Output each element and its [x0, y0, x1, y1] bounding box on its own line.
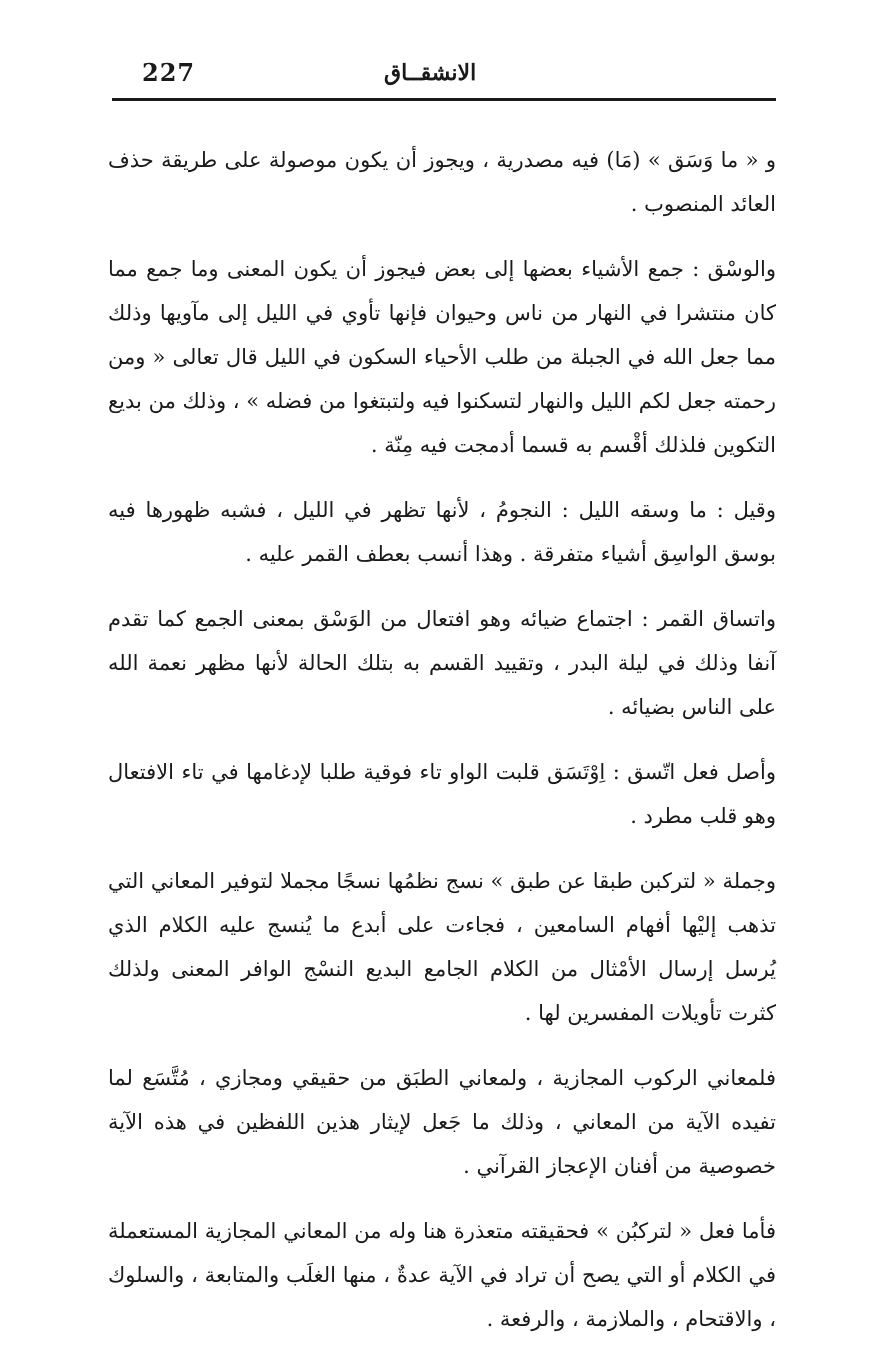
paragraph: والوسْق : جمع الأشياء بعضها إلى بعض فيجوز أن يكون المعنى وما جمع مما كان منتشرا في النهار من ناس وحيوان فإنها تأوي في الليل إلى مآويها وذلك مما جعل الله في الجبلة من طلب الأحياء السكون في الليل قال تعالى « ومن رحمته جعل لكم الليل والنهار لتسكنوا فيه ولتبتغوا من فضله » ، وذلك من بديع التكوين فلذلك أقْسم به قسما أدمجت فيه مِنّة . [108, 257, 777, 457]
paragraph: فلمعاني الركوب المجازية ، ولمعاني الطبَق من حقيقي ومجازي ، مُتَّسَع لما تفيده الآية من المعاني ، وذلك ما جَعل لإيثار هذين اللفظين في هذه الآية خصوصية من أفنان الإعجاز القرآني . [108, 1066, 776, 1178]
page-number: 227 [142, 58, 196, 87]
header-rule [112, 98, 776, 101]
paragraph: وأصل فعل اتّسق : اِوْتَسَق قلبت الواو تاء فوقية طلبا لإدغامها في تاء الافتعال وهو قلب مطرد . [108, 760, 776, 828]
paragraph: وقيل : ما وسقه الليل : النجومُ ، لأنها تظهر في الليل ، فشبه ظهورها فيه بوسق الواسِق أشياء متفرقة . وهذا أنسب بعطف القمر عليه . [108, 498, 776, 566]
body-text [108, 138, 776, 1362]
paragraph: فأما فعل « لتركبُن » فحقيقته متعذرة هنا وله من المعاني المجازية المستعملة في الكلام أو التي يصح أن تراد في الآية عدةٌ ، منها الغلَب والمتابعة ، والسلوك ، والاقتحام ، والملازمة ، والرفعة . [108, 1219, 777, 1331]
paragraph: واتساق القمر : اجتماع ضيائه وهو افتعال من الوَسْق بمعنى الجمع كما تقدم آنفا وذلك في ليلة البدر ، وتقييد القسم به بتلك الحالة لأنها مظهر نعمة الله على الناس بضيائه . [108, 607, 776, 719]
page-header [112, 52, 776, 98]
running-title: الانشقــاق [384, 60, 477, 86]
paragraph: و « ما وَسَق » (مَا) فيه مصدرية ، ويجوز أن يكون موصولة على طريقة حذف العائد المنصوب . [108, 148, 776, 216]
paragraph: وجملة « لتركبن طبقا عن طبق » نسج نظمُها نسجًا مجملا لتوفير المعاني التي تذهب إليْها أفهام السامعين ، فجاءت على أبدع ما يُنسج عليه الكلام الذي يُرسل إرسال الأمْثال من الكلام الجامع البديع النسْج الوافر المعنى ولذلك كثرت تأويلات المفسرين لها . [108, 869, 776, 1025]
